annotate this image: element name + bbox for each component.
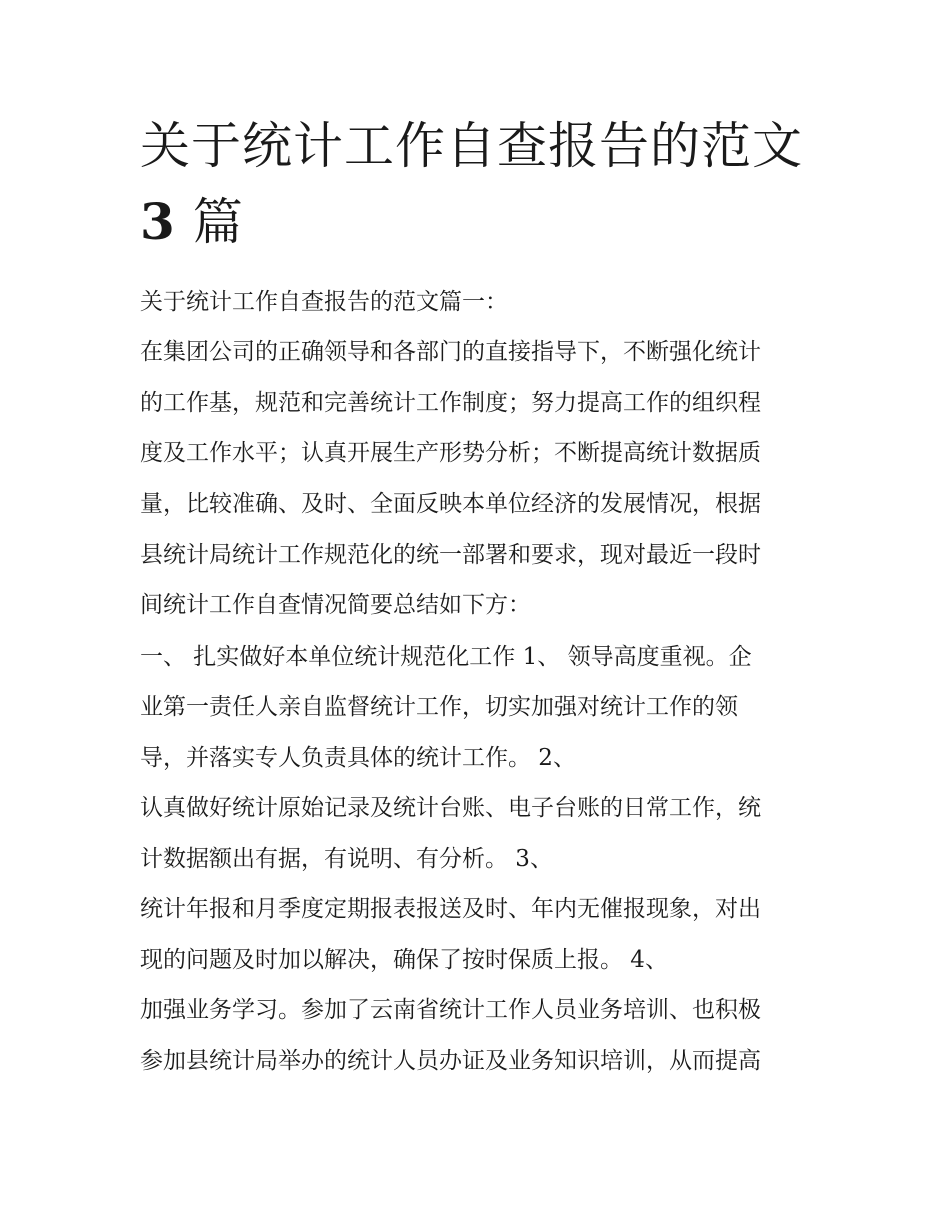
paragraph-line: 参加县统计局举办的统计人员办证及业务知识培训，从而提高 [140,1048,761,1074]
title-main: 关于统计工作自查报告的范文 [140,117,803,175]
paragraph-line: 统计年报和月季度定期报表报送及时、年内无催报现象，对出 [140,896,761,922]
paragraph-line: 加强业务学习。参加了云南省统计工作人员业务培训、也积极 [140,997,761,1023]
paragraph-line: 间统计工作自查情况简要总结如下方： [140,592,531,618]
paragraph-line: 量，比较准确、及时、全面反映本单位经济的发展情况，根据 [140,491,761,517]
paragraph-line: 业第一责任人亲自监督统计工作，切实加强对统计工作的领 [140,694,738,720]
title-suffix: 篇 [192,193,244,251]
document-title [140,108,820,260]
paragraph-line: 关于统计工作自查报告的范文篇一： [140,289,508,315]
paragraph-line: 度及工作水平；认真开展生产形势分析；不断提高统计数据质 [140,440,761,466]
paragraph-line: 在集团公司的正确领导和各部门的直接指导下，不断强化统计 [140,339,761,365]
paragraph-line: 导，并落实专人负责具体的统计工作。 2、 [140,745,576,771]
paragraph-line: 一、 扎实做好本单位统计规范化工作 1、 领导高度重视。企 [140,644,752,670]
paragraph-line: 的工作基，规范和完善统计工作制度；努力提高工作的组织程 [140,390,761,416]
paragraph-line: 县统计局统计工作规范化的统一部署和要求，现对最近一段时 [140,542,761,568]
paragraph-line: 认真做好统计原始记录及统计台账、电子台账的日常工作，统 [140,795,761,821]
paragraph-line: 计数据额出有据，有说明、有分析。 3、 [140,846,553,872]
title-number: 3 [140,192,176,251]
paragraph-line: 现的问题及时加以解决，确保了按时保质上报。 4、 [140,947,668,973]
